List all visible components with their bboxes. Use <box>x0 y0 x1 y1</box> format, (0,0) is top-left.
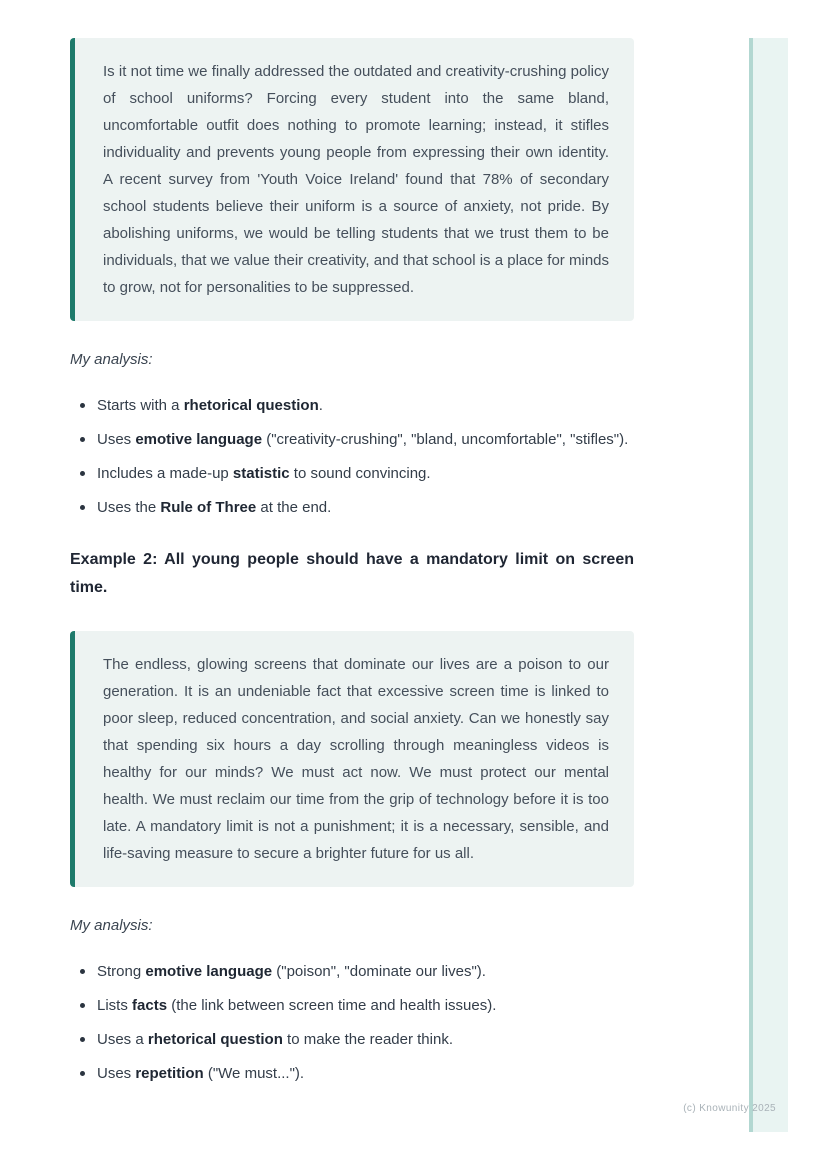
list-item <box>70 460 634 487</box>
analysis-list-1 <box>70 392 634 521</box>
list-item <box>70 992 634 1019</box>
analysis-list-2 <box>70 958 634 1087</box>
text-segment: to make the reader think. <box>282 1031 453 1048</box>
quote-block-uniforms <box>70 38 634 321</box>
list-item <box>70 1060 634 1087</box>
bold-term: rhetorical question <box>183 397 319 414</box>
text-segment: Includes a made-up <box>97 465 233 482</box>
text-segment: ("creativity-crushing", "bland, uncomfortable", "stifles"). <box>262 431 629 448</box>
text-segment: Starts with a <box>97 397 184 414</box>
bold-term: emotive language <box>135 431 263 448</box>
example-2-heading: Example 2: All young people should have a mandatory limit on screen time. <box>70 551 634 596</box>
page-edge-stripe <box>749 38 788 1132</box>
list-item <box>70 392 634 419</box>
text-segment: . <box>318 397 323 414</box>
text-segment: at the end. <box>256 499 332 516</box>
text-segment: (the link between screen time and health issues). <box>167 997 497 1014</box>
quote-text-screentime: The endless, glowing screens that dominate our lives are a poison to our generation. It is an undeniable fact that excessive screen time is linked to poor sleep, reduced concentration, and social anxiety. Can we honestly say that spending six hours a day scrolling through meaningless videos is healthy for our minds? We must act now. We must protect our mental health. We must reclaim our time from the grip of technology before it is too late. A mandatory limit is not a punishment; it is a necessary, sensible, and life-saving measure to secure a brighter future for us all. <box>103 656 609 862</box>
text-segment: Uses the <box>97 499 161 516</box>
text-segment: Uses a <box>97 1031 148 1048</box>
bold-term: facts <box>132 997 168 1014</box>
text-segment: Uses <box>97 1065 136 1082</box>
list-item <box>70 494 634 521</box>
analysis-label-2: My analysis: <box>70 917 153 934</box>
text-segment: Strong <box>97 963 146 980</box>
text-segment: ("poison", "dominate our lives"). <box>272 963 486 980</box>
text-segment: to sound convincing. <box>289 465 431 482</box>
quote-block-screentime <box>70 631 634 887</box>
analysis-label-1: My analysis: <box>70 351 153 368</box>
watermark: (c) Knowunity 2025 <box>683 1103 776 1114</box>
quote-text-uniforms: Is it not time we finally addressed the outdated and creativity-crushing policy of school uniforms? Forcing every student into the same bland, uncomfortable outfit does nothing to promote learning; instead, it stifles individuality and prevents young people from expressing their own identity. A recent survey from 'Youth Voice Ireland' found that 78% of secondary school students believe their uniform is a source of anxiety, not pride. By abolishing uniforms, we would be telling students that we trust them to be individuals, that we value their creativity, and that school is a place for minds to grow, not for personalities to be suppressed. <box>103 63 609 296</box>
list-item <box>70 958 634 985</box>
bold-term: repetition <box>135 1065 204 1082</box>
document-content <box>70 38 634 1094</box>
text-segment: ("We must..."). <box>203 1065 305 1082</box>
bold-term: rhetorical question <box>147 1031 283 1048</box>
text-segment: Lists <box>97 997 133 1014</box>
list-item <box>70 1026 634 1053</box>
text-segment: Uses <box>97 431 136 448</box>
bold-term: statistic <box>232 465 290 482</box>
list-item <box>70 426 634 453</box>
bold-term: Rule of Three <box>160 499 257 516</box>
bold-term: emotive language <box>145 963 273 980</box>
